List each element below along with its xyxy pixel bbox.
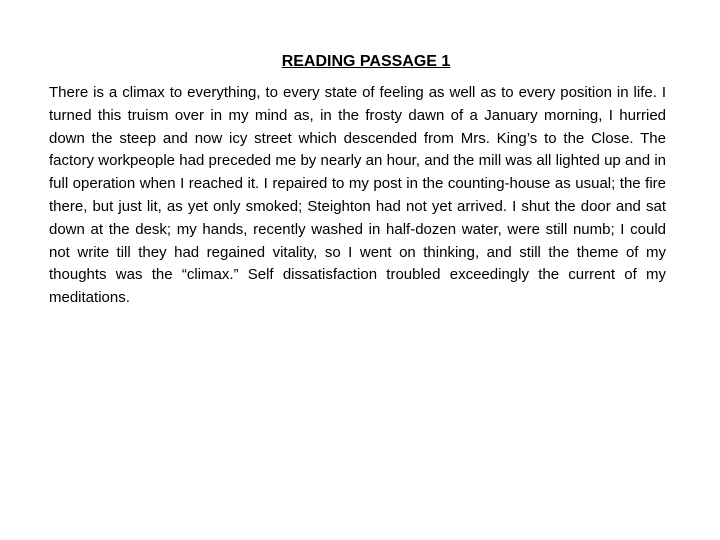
passage-text: There is a climax to everything, to every state of feeling as well as to every position in life. I turned this truism over in my mind as, in the frosty dawn of a January morning, I hurried down the steep and now icy street which descended from Mrs. King’s to the Close. The factory workpeople had preceded me by nearly an hour, and the mill was all lighted up and in full operation when I reached it. I repaired to my post in the counting-house as usual; the fire there, but just lit, as yet only smoked; Steighton had not yet arrived. I shut the door and sat down at the desk; my hands, recently washed in half-dozen water, were still numb; I could not write till they had regained vitality, so I went on thinking, and still the theme of my thoughts was the “climax.” Self dissatisfaction troubled exceedingly the current of my meditations. <box>49 84 666 307</box>
passage-title: READING PASSAGE 1 <box>281 53 451 70</box>
